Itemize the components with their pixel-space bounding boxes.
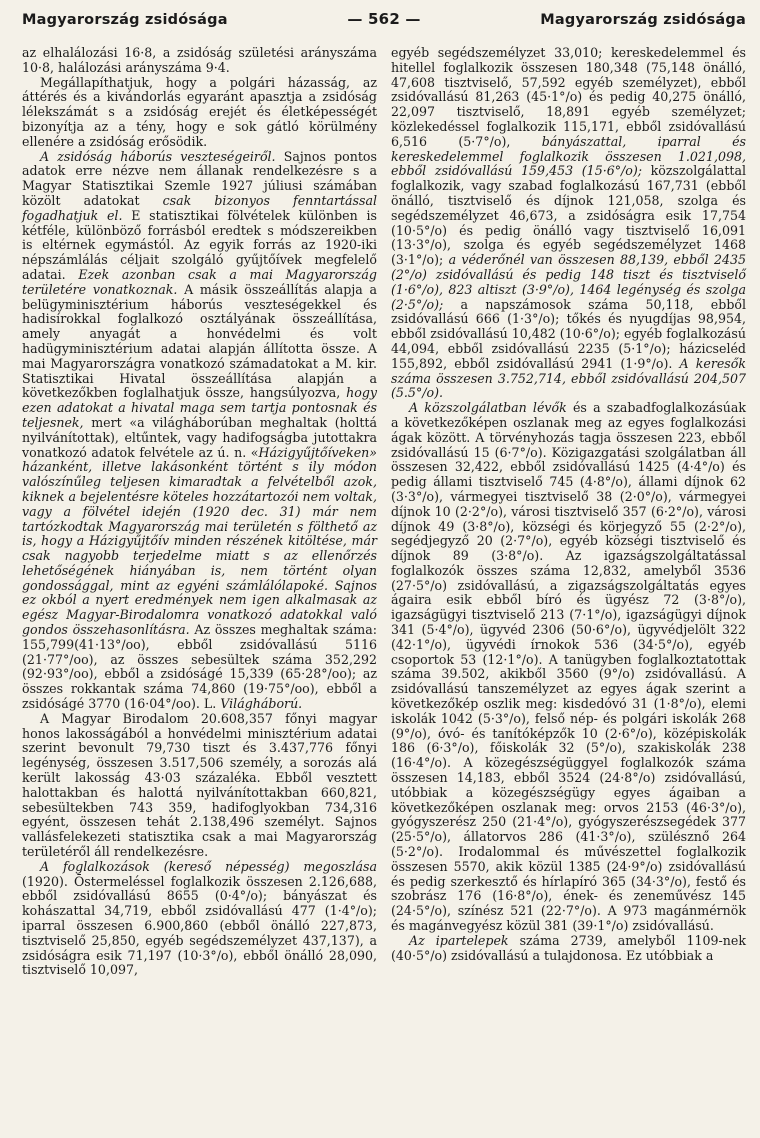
paragraph (22, 150, 377, 712)
page-number: — 562 — (347, 10, 421, 28)
right-column (391, 46, 746, 978)
header-right-title: Magyarország zsidósága (540, 12, 746, 28)
text-run: Az összes meghaltak száma: 155,799(41·13°/oo), ebből zsidóvallású 5116 (21·77°/oo), az összes sebesültek száma 352,292 (92·93°/oo), ebből a zsidóságé 15,339 (65·28°/oo); az összes rokkantak száma 74,860 (19·75°/oo), ebből a zsidóságé 3770 (16·04°/oo). L. (22, 622, 378, 712)
italic-run: bányászattal, iparral és kereskedelemmel foglalkozik összesen 1.021,098, ebből zsidóvallású 159,453 (15·6°/o); (391, 133, 746, 179)
text-run: A másik összeállítás alapja a belügyminisztérium háborús veszteségekkel és hadisírokkal foglalkozó osztályának összeállítása, amely anyagát a honvédelmi és volt hadügyminisztérium adatai alapján állította össze. A mai Magyarországra vonatkozó számadatokat a M. kir. Statisztikai Hivatal összeállítása alapján a következőkben foglalhatjuk össze, hangsúlyozva, (22, 281, 377, 401)
paragraph (391, 401, 746, 934)
section-title: A foglalkozások (kereső népesség) megoszlása (40, 858, 377, 874)
text-run: közszolgálattal foglalkozik, vagy szabad foglalkozású 167,731 (ebből önálló, tisztviselő és díjnok 121,058, szolga és segédszemélyzet 46,673, a zsidóságra esik 17,754 (10·5°/o) és pedig önálló vagy tisztviselő 16,091 (13·3°/o), szolga és egyéb segédszemélyzet 1468 (3·1°/o); (391, 163, 746, 268)
paragraph (22, 860, 377, 978)
section-title: Az ipartelepek (409, 932, 509, 948)
italic-run: hogy ezen adatokat a hivatal maga sem tartja pontosnak és teljesnek, (22, 385, 377, 430)
text-run: és a szabadfoglalkozásúak a következőképen oszlanak meg az egyes foglalkozási ágak között. A törvényhozás tagja összesen 223, ebből zsidóvallású 15 (6·7°/o). Közigazgatási szolgálatban áll összesen 32,422, ebből zsidóvallású 1425 (4·4°/o) és pedig állami tisztviselő 745 (4·8°/o), állami díjnok 62 (3·3°/o), vármegyei tisztviselő 38 (2·0°/o), vármegyei díjnok 10 (2·2°/o), városi tisztviselő 357 (6·2°/o), városi díjnok 49 (3·8°/o), községi és körjegyző 55 (2·2°/o), segédjegyző 20 (2·7°/o), egyéb községi tisztviselő és díjnok 89 (3·8°/o). Az igazságszolgáltatással foglalkozók összes száma 12,832, amelyből 3536 (27·5°/o) zsidóvallású, a zigazságszolgáltatás egyes ágaira esik ebből bíró és ügyész 72 (3·8°/o), igazságügyi tisztviselő 213 (7·1°/o), igazságügyi díjnok 341 (5·4°/o), ügyvéd 2306 (50·6°/o), ügyvédjelölt 322 (42·1°/o), ügyvédi írnokok 536 (34·5°/o), egyéb csoportok 53 (12·1°/o). A tanügyben foglalkoztatottak száma 39.502, akikből 3560 (9°/o) zsidóvallású. A zsidóvallású tanszemélyzet az egyes ágak szerint a következőkép oszlik meg: kisdedóvó 31 (1·8°/o), elemi iskolák 1042 (5·3°/o), felső nép- és polgári iskolák 268 (9°/o), óvó- és tanítóképzők 10 (2·6°/o), középiskolák 186 (6·3°/o), főiskolák 32 (5°/o), szakiskolák 238 (16·4°/o). A közegészségüggyel foglalkozók száma összesen 14,183, ebből 3524 (24·8°/o) zsidóvallású, utóbbiak a közegészségügy egyes ágaiban a következőképen oszlanak meg: orvos 2153 (46·3°/o), gyógyszerész 250 (21·4°/o), gyógyszerészsegédek 377 (25·5°/o), állatorvos 286 (41·3°/o), szülésznő 264 (5·2°/o). Irodalommal és művészettel foglalkozik összesen 5570, akik közül 1385 (24·9°/o) zsidóvallású és pedig szerkesztő és hírlapíró 365 (34·3°/o), festő és szobrász 176 (16·8°/o), ének- és zeneművész 145 (24·5°/o), színész 521 (22·7°/o). A 973 magánmérnök és magánvegyész közül 381 (39·1°/o) zsidóvallású. (391, 400, 746, 934)
text-run: a napszámosok száma 50,118, ebből zsidóvallású 666 (1·3°/o); tőkés és nyugdíjas 98,954, ebből zsidóvallású 10,482 (10·6°/o); egyéb foglalkozású 44,094, ebből zsidóvallású 2235 (5·1°/o); házicseléd 155,892, ebből zsidóvallású 2941 (1·9°/o). (391, 296, 746, 371)
text-run: E statisztikai fölvételek különben is kétféle, különböző forrásból eredtek s módszereikben is eltérnek egymástól. Az egyik forrás az 1920-iki népszámlálás céljait szolgáló gyűjtőívek megfelelő adatai. (22, 207, 377, 282)
running-header (22, 10, 746, 34)
italic-run: Ezek azonban csak a mai Magyarország területére vonatkoznak. (22, 266, 377, 297)
section-title: A zsidóság háborús veszteségeiről. (40, 148, 276, 164)
text-run: (1920). Ōstermeléssel foglalkozik összesen 2.126,688, ebből zsidóvallású 8655 (0·4°/o); bányászat és kohászattal 34,719, ebből zsidóvallású 477 (1·4°/o); iparral összesen 6.900,860 (ebből önálló 227,873, tisztviselő 25,850, egyéb segédszemélyzet 437,137), a zsidóságra esik 71,197 (10·3°/o), ebből önálló 28,090, tisztviselő 10,097, (22, 873, 377, 978)
text-run: száma 2739, amelyből 1109-nek (40·5°/o) zsidóvallású a tulajdonosa. Ez utóbbiak a (391, 932, 746, 963)
text-run: mert «a világháborúban meghaltak (holttá nyilvánítottak), eltűntek, vagy hadifogságba jutottakra vonatkozó adatok felvétele az ú. n. « (22, 414, 377, 460)
text-columns (22, 46, 746, 978)
paragraph: az elhalálozási 16·8, a zsidóság születési arányszáma 10·8, halálozási arányszáma 9·4. (22, 45, 377, 75)
paragraph: Megállapíthatjuk, hogy a polgári házasság, az áttérés és a kivándorlás egyaránt apasztja a zsidóság lélekszámát s a zsidóság erejét és életképességét bizonyítja az a tény, hogy e sok gátló körülmény ellenére a zsidóság erősödik. (22, 74, 377, 149)
italic-run: Házigyűjtőíveken» házanként, illetve lakásonként történt s ily módon valószínűleg teljesen kimaradtak a felvételből azok, kiknek a bejelentésre köteles hozzátartozói nem voltak, vagy a fölvétel idején (1920 dec. 31) már nem tartózkodtak Magyarország mai területén s fölthető az is, hogy a Házigyűjtőív minden részének kitöltése, már csak nagyobb terjedelme miatt s az ellenőrzés lehetőségének hiányában is, nem történt olyan gondossággal, mint az egyéni számlálólapoké. Sajnos ez okból a nyert eredmények nem igen alkalmasak az egész Magyar-Birodalomra vonatkozó adatokkal való gondos összehasonlításra. (22, 444, 377, 638)
text-run: egyéb segédszemélyzet 33,010; kereskedelemmel és hitellel foglalkozik összesen 180,348 (75,148 önálló, 47,608 tisztviselő, 57,592 egyéb személyzet), ebből zsidóvallású 81,263 (45·1°/o) és pedig 40,275 önálló, 22,097 tisztviselő, 18,891 egyéb személyzet; közlekedéssel foglalkozik 115,171, ebből zsidóvallású 6,516 (5·7°/o), (391, 45, 746, 149)
cross-reference: Világháború. (220, 696, 303, 712)
italic-run: csak bizonyos fenntartással fogadhatjuk el. (22, 192, 377, 223)
italic-run: a véderőnél van összesen 88,139, ebből 2435 (2°/o) zsidóvallású és pedig 148 tiszt és tisztviselő (1·6°/o), 823 altiszt (3·9°/o), 1464 legénység és szolga (2·5°/o); (391, 252, 746, 312)
header-left-title: Magyarország zsidósága (22, 12, 228, 28)
paragraph (391, 46, 746, 401)
italic-run: A keresők száma összesen 3.752,714, ebből zsidóvallású 204,507 (5.5°/o). (391, 355, 746, 401)
paragraph: A Magyar Birodalom 20.608,357 főnyi magyar honos lakosságából a honvédelmi minisztérium adatai szerint bevonult 79,730 tiszt és 3.437,776 főnyi legénység, összesen 3.517,506 személy, a sorozás alá került lakosság 43·03 százaléka. Ebből vesztett halottakban és halottá nyilvánítottakban 660,821, sebesültekben 743 359, hadifoglyokban 734,316 egyént, összesen tehát 2.138,496 személyt. Sajnos vallásfelekezeti statisztika csak a mai Magyarország területéről áll rendelkezésre. (22, 710, 377, 860)
left-column (22, 46, 377, 978)
section-title: A közszolgálatban lévők (409, 400, 567, 416)
text-run: Sajnos pontos adatok erre nézve nem állanak rendelkezésre s a Magyar Statisztikai Szemle 1927 júliusi számában közölt adatokat (22, 148, 377, 208)
paragraph (391, 934, 746, 964)
